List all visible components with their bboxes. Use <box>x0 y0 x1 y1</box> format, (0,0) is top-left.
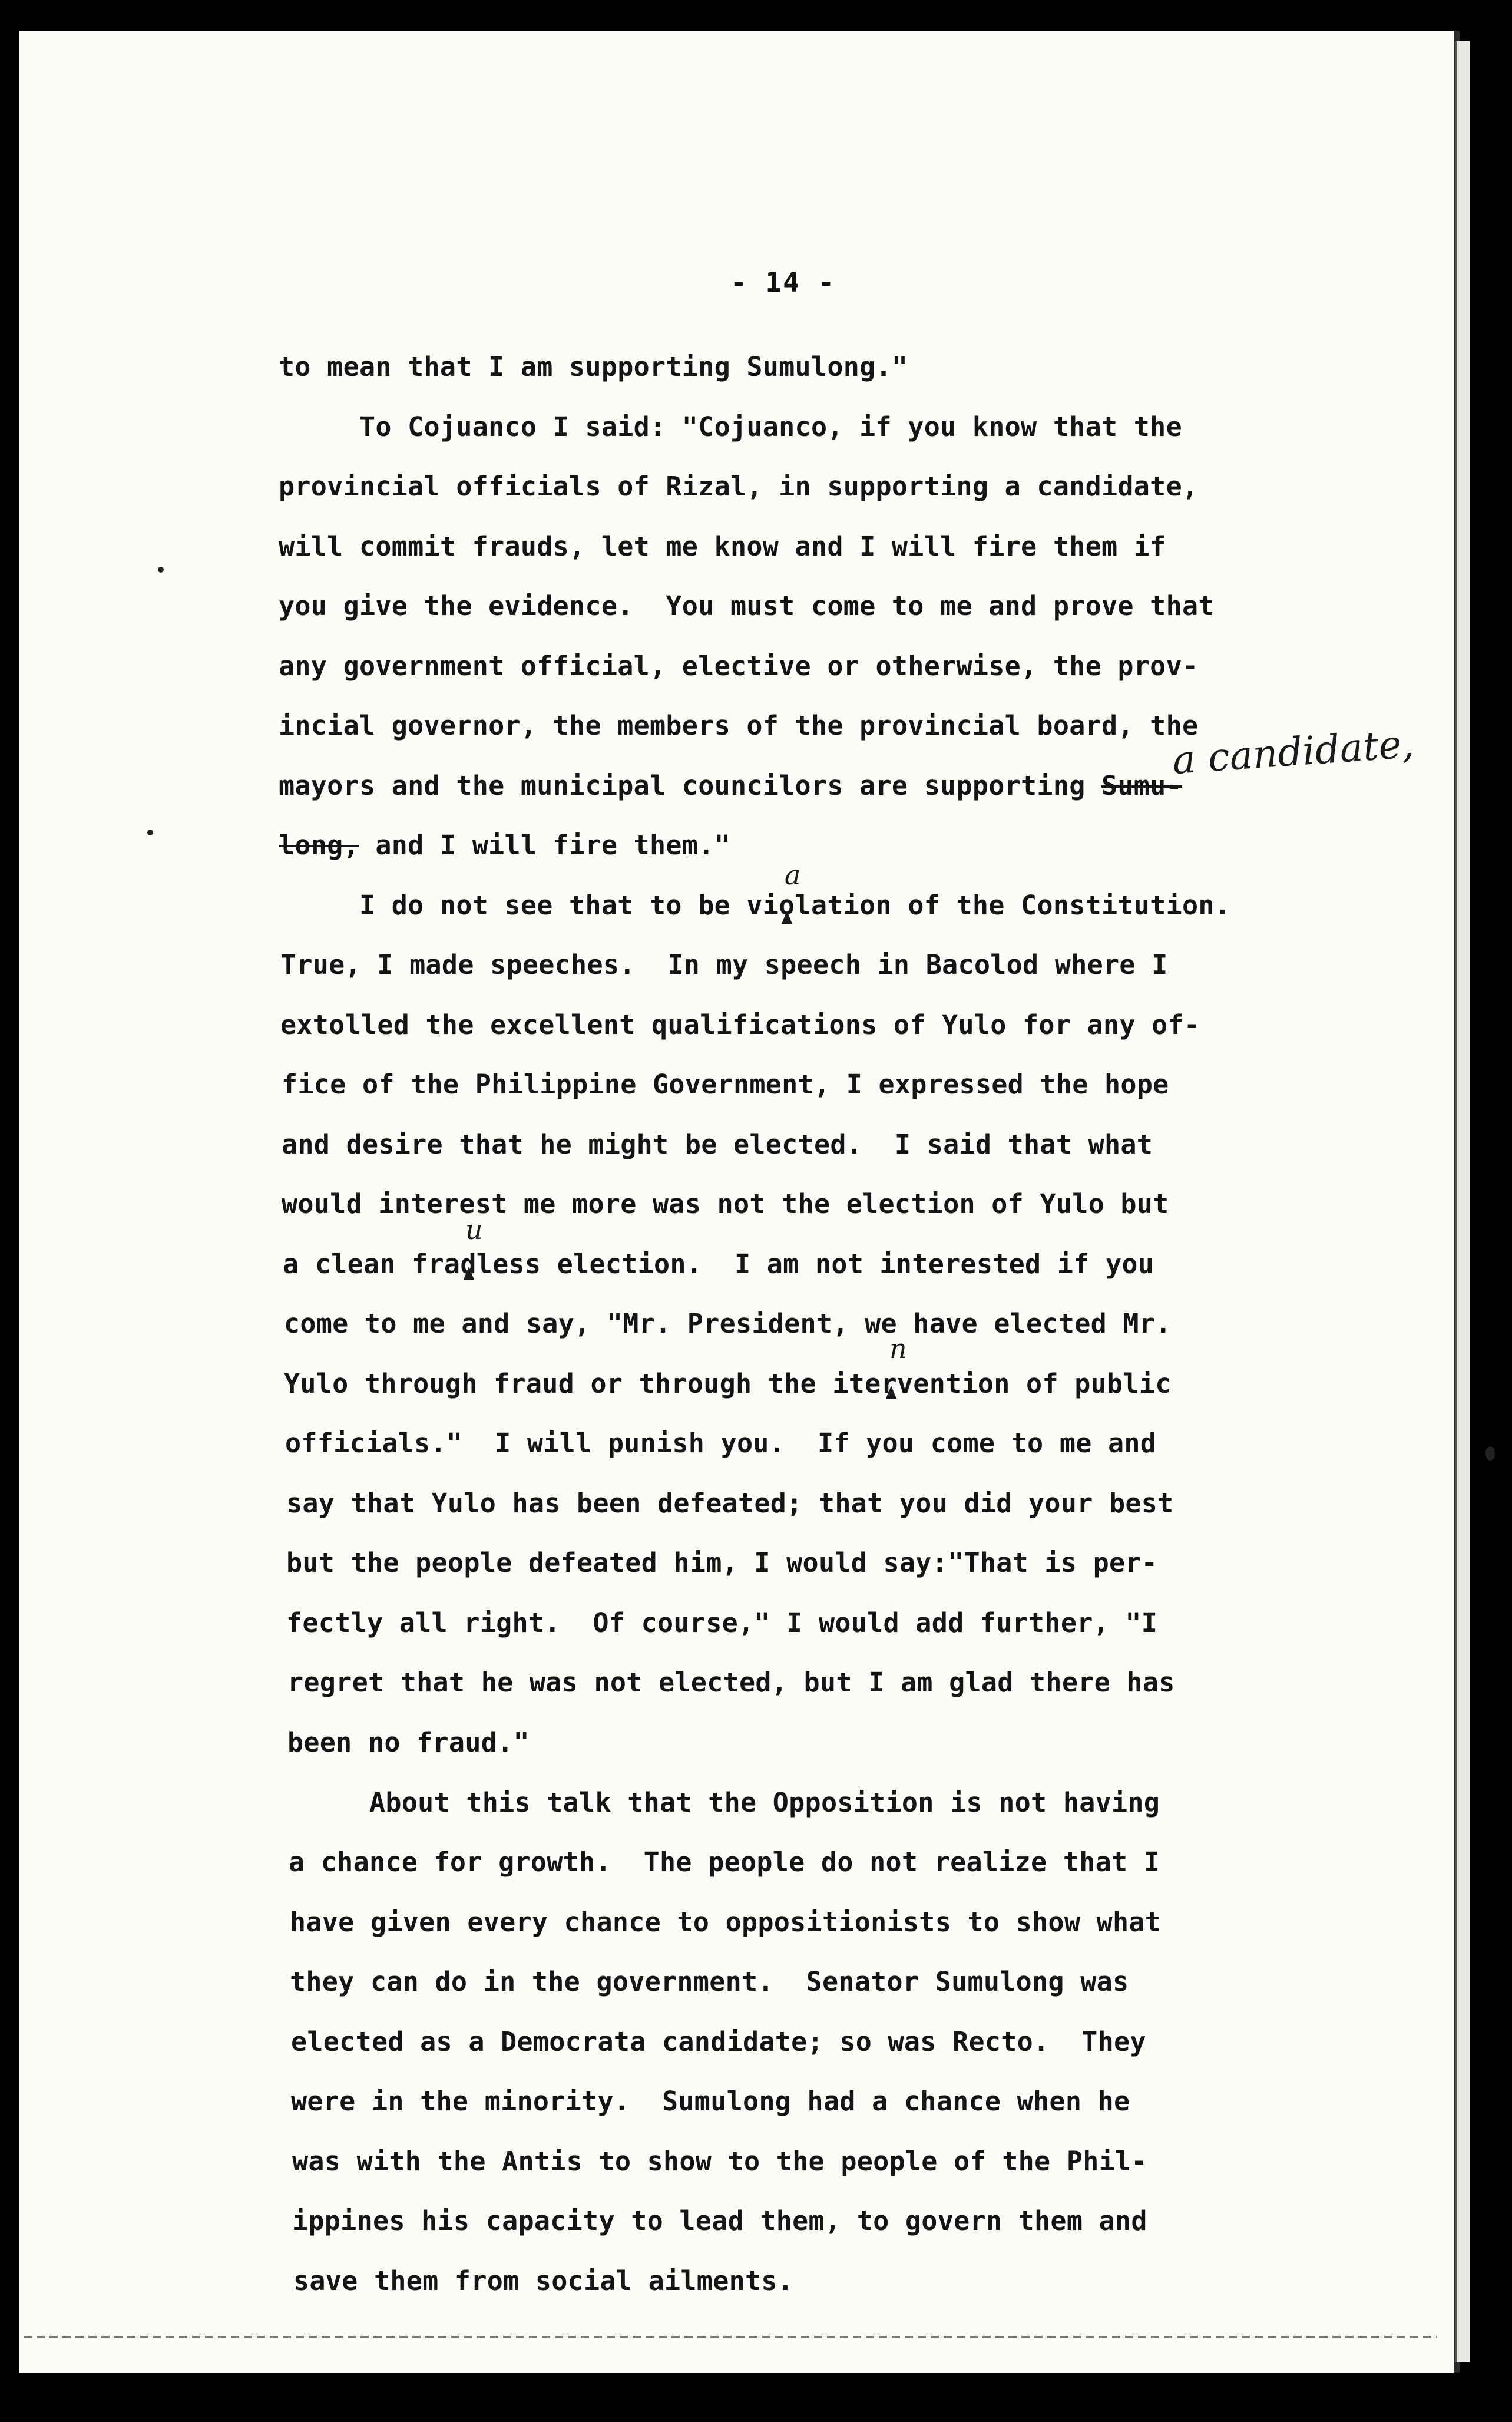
text-line <box>284 1370 1172 1397</box>
text-line: they can do in the government. Senator Sumulong was <box>290 1966 1129 1997</box>
text-line: regret that he was not elected, but I am glad there has <box>287 1667 1175 1698</box>
text-line: About this talk that the Opposition is not having <box>289 1787 1160 1818</box>
text-line: to mean that I am supporting Sumulong." <box>279 351 908 382</box>
caret-icon <box>782 911 792 924</box>
handwritten-insertion: u <box>465 1214 483 1245</box>
text-line: will commit frauds, let me know and I will fire them if <box>279 531 1166 562</box>
text-segment: itervention of public <box>832 1368 1172 1399</box>
caret-icon <box>886 1386 896 1399</box>
text-line <box>283 1248 1154 1280</box>
text-line: provincial officials of Rizal, in supporting a candidate, <box>279 471 1199 502</box>
text-line: were in the minority. Sumulong had a chance when he <box>291 2086 1130 2117</box>
text-segment: and I will fire them." <box>359 830 730 861</box>
text-line: ippines his capacity to lead them, to govern them and <box>292 2205 1147 2236</box>
text-line: To Cojuanco I said: "Cojuanco, if you know that the <box>279 411 1182 442</box>
page-number: - 14 - <box>730 266 836 298</box>
page-edge <box>1455 41 1470 2362</box>
text-line: come to me and say, "Mr. President, we have elected Mr. <box>284 1308 1172 1339</box>
text-line: and desire that he might be elected. I said that what <box>282 1129 1153 1160</box>
text-segment: I do not see that to be <box>279 890 747 921</box>
text-line: a chance for growth. The people do not realize that I <box>289 1846 1160 1878</box>
text-line: was with the Antis to show to the people of the Phil- <box>292 2146 1147 2177</box>
text-line: any government official, elective or otherwise, the prov- <box>279 650 1199 682</box>
handwritten-insertion: n <box>889 1333 907 1364</box>
text-line: incial governor, the members of the provincial board, the <box>279 710 1199 741</box>
text-line: fectly all right. Of course," I would add further, "I <box>286 1607 1158 1638</box>
scan-speck <box>158 567 164 573</box>
text-line: but the people defeated him, I would say:"That is per- <box>286 1547 1158 1578</box>
text-line: would interest me more was not the election of Yulo but <box>282 1188 1169 1220</box>
text-line: extolled the excellent qualifications of Yulo for any of- <box>280 1009 1200 1040</box>
text-line: officials." I will punish you. If you come to me and <box>285 1428 1157 1459</box>
handwritten-insertion: a <box>785 859 801 891</box>
scan-speck <box>147 830 153 835</box>
text-line: you give the evidence. You must come to me and prove that <box>279 590 1215 622</box>
caret-icon <box>464 1267 474 1280</box>
text-line: True, I made speeches. In my speech in Bacolod where I <box>280 949 1168 980</box>
text-line: been no fraud." <box>287 1727 530 1758</box>
text-segment: violation of the Constitution. <box>746 890 1231 921</box>
text-segment: Yulo through fraud or through the <box>284 1368 833 1399</box>
text-line: have given every chance to oppositionists to show what <box>290 1906 1162 1938</box>
text-line: say that Yulo has been defeated; that you did your best <box>286 1488 1174 1519</box>
scan-speck <box>1485 1446 1495 1461</box>
text-segment: dless election. I am not interested if you <box>460 1248 1154 1280</box>
page-bottom-border <box>24 2336 1437 2338</box>
text-line <box>279 772 1182 799</box>
text-line <box>279 830 730 861</box>
text-segment: a clean fra <box>283 1248 461 1280</box>
struck-text: Sumu- <box>1101 770 1182 801</box>
text-line: save them from social ailments. <box>293 2265 794 2297</box>
text-line: fice of the Philippine Government, I expressed the hope <box>282 1069 1169 1100</box>
text-line <box>279 890 1231 921</box>
handwritten-insertion: a candidate, <box>1170 721 1415 784</box>
struck-text: long, <box>279 830 359 861</box>
text-line: elected as a Democrata candidate; so was Recto. They <box>291 2026 1146 2057</box>
text-segment: mayors and the municipal councilors are supporting <box>279 770 1102 801</box>
